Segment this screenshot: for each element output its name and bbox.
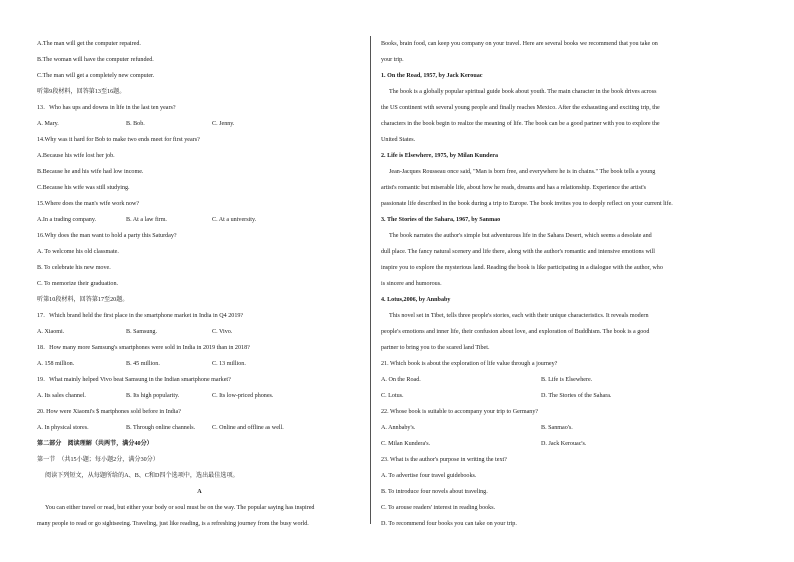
option-b: B. To celebrate his new move.: [37, 265, 111, 271]
option-c: C. 13 million.: [212, 361, 246, 367]
option-a: A. Xiaomi.: [37, 329, 65, 335]
passage-text: Books, brain food, can keep you company on your travel. Here are several books we recommend that you take on: [381, 41, 658, 47]
option-line: B.The woman will have the computer refunded.: [37, 57, 154, 63]
question-23: 23. What is the author's purpose in writing the text?: [381, 457, 507, 463]
question-17: 17．Which brand held the first place in the smartphone market in India in Q4 2019?: [37, 313, 244, 319]
book-description: the US continent with several young people and finally reaches Mexico. After the exhausting and exciting trip, the: [381, 105, 660, 111]
listening-instruction: 听第10段材料，回答第17至20题。: [37, 297, 129, 303]
listening-instruction: 听第9段材料，回答第13至16题。: [37, 89, 126, 95]
option-b: B. To introduce four novels about traveling.: [381, 489, 488, 495]
passage-label: A: [197, 489, 202, 495]
question-15: 15.Where does the man's wife work now?: [37, 201, 140, 207]
question-21: 21. Which book is about the exploration of life value through a journey?: [381, 361, 558, 367]
book-description: partner to bring you to the scared land Tibet.: [381, 345, 490, 351]
option-c: C. Vivo.: [212, 329, 233, 335]
option-a: A. Its sales channel.: [37, 393, 86, 399]
option-a: A. Annbaby's.: [381, 425, 416, 431]
column-divider: [370, 36, 371, 524]
question-18: 18．How many more Samsung's smartphones were sold in India in 2019 than in 2018?: [37, 345, 250, 351]
passage-text: your trip.: [381, 57, 404, 63]
option-c: C. To memorize their graduation.: [37, 281, 119, 287]
option-line: C.The man will get a completely new computer.: [37, 73, 155, 79]
option-a: A. To welcome his old classmate.: [37, 249, 119, 255]
question-22: 22. Whose book is suitable to accompany your trip to Germany?: [381, 409, 539, 415]
option-d: D. The Stories of the Sahara.: [541, 393, 612, 399]
option-a: A.Because his wife lost her job.: [37, 153, 115, 159]
book-description: This novel set in Tibet, tells three people's stories, each with their unique characteristics. It reveals modern: [389, 313, 649, 319]
option-a: A. 158 million.: [37, 361, 75, 367]
book-heading: 3. The Stories of the Sahara, 1967, by Sanmao: [381, 217, 501, 223]
question-14: 14.Why was it hard for Bob to make two ends meet for first years?: [37, 137, 200, 143]
option-a: A. On the Road.: [381, 377, 421, 383]
book-description: artist's romantic but miserable life, about how he reads, dreams and has a relationship. Experience the artist's: [381, 185, 646, 191]
part-heading: 第二部分 阅读理解（共两节，满分40分）: [37, 441, 153, 447]
option-b: B. Bob.: [126, 121, 145, 127]
option-b: B. At a law firm.: [126, 217, 167, 223]
book-description: The book is a globally popular spiritual guide book about youth. The main character in the book drives across: [389, 89, 657, 95]
book-heading: 4. Lotus,2006, by Annbaby: [381, 297, 451, 303]
option-d: D. Jack Kerouac's.: [541, 441, 587, 447]
reading-instruction: 阅读下列短文，从每题所给的A、B、C和D四个选项中，选出最佳选项。: [45, 473, 239, 479]
option-c: C. Lotus.: [381, 393, 404, 399]
book-heading: 2. Life is Elsewhere, 1975, by Milan Kundera: [381, 153, 499, 159]
option-a: A. To advertise four travel guidebooks.: [381, 473, 477, 479]
book-description: passionate life described in the book during a trip to Europe. The book invites you to deeply reflect on your current life.: [381, 201, 673, 207]
option-b: B. Samsung.: [126, 329, 157, 335]
option-c: C. At a university.: [212, 217, 257, 223]
book-description: is sincere and humorous.: [381, 281, 442, 287]
option-c: C. Milan Kundera's.: [381, 441, 431, 447]
option-b: B. Through online channels.: [126, 425, 196, 431]
option-b: B. 45 million.: [126, 361, 160, 367]
book-description: United States.: [381, 137, 416, 143]
book-heading: 1. On the Road, 1957, by Jack Kerouac: [381, 73, 483, 79]
option-b: B. Life is Elsewhere.: [541, 377, 593, 383]
option-c: C. To arouse readers' interest in reading books.: [381, 505, 496, 511]
option-a: A.In a trading company.: [37, 217, 97, 223]
question-19: 19．What mainly helped Vivo beat Samsung in the Indian smartphone market?: [37, 377, 231, 383]
option-d: D. To recommend four books you can take on your trip.: [381, 521, 517, 527]
option-a: A. Mary.: [37, 121, 59, 127]
passage-text: You can either travel or read, but either your body or soul must be on the way. The popular saying has inspired: [45, 505, 315, 511]
book-description: Jean-Jacques Rousseau once said, "Man is born free, and everywhere he is in chains." The book tells a young: [389, 169, 656, 175]
question-20: 20. How were Xiaomi's $ martphones sold before in India?: [37, 409, 181, 415]
book-description: dull place. The fancy natural scenery and life there, along with the author's romantic and intensive emotions will: [381, 249, 655, 255]
book-description: inspire you to explore the mysterious land. Reading the book is like participating in a dialogue with the author, who: [381, 265, 663, 271]
book-description: characters in the book begin to realize the meaning of life. The book can be a good partner with you to explore the: [381, 121, 660, 127]
option-c: C. Jenny.: [212, 121, 235, 127]
option-c: C. Its low-priced phones.: [212, 393, 274, 399]
option-line: A.The man will get the computer repaired.: [37, 41, 141, 47]
option-c: C. Online and offline as well.: [212, 425, 284, 431]
section-heading: 第一节 （共15小题；每小题2分，满分30分）: [37, 457, 159, 463]
option-b: B. Its high popularity.: [126, 393, 180, 399]
passage-text: many people to read or go sightseeing. Traveling, just like reading, is a refreshing journey from the busy world.: [37, 521, 309, 527]
option-a: A. In physical stores.: [37, 425, 89, 431]
option-b: B.Because he and his wife had low income.: [37, 169, 144, 175]
book-description: The book narrates the author's simple but adventurous life in the Sahara Desert, which seems a desolate and: [389, 233, 652, 239]
question-16: 16.Why does the man want to hold a party this Saturday?: [37, 233, 177, 239]
option-b: B. Sanmao's.: [541, 425, 573, 431]
book-description: people's emotions and inner life, their confusion about love, and exploration of Buddhism. The book is a good: [381, 329, 650, 335]
question-13: 13．Who has ups and downs in life in the last ten years?: [37, 105, 176, 111]
option-c: C.Because his wife was still studying.: [37, 185, 130, 191]
